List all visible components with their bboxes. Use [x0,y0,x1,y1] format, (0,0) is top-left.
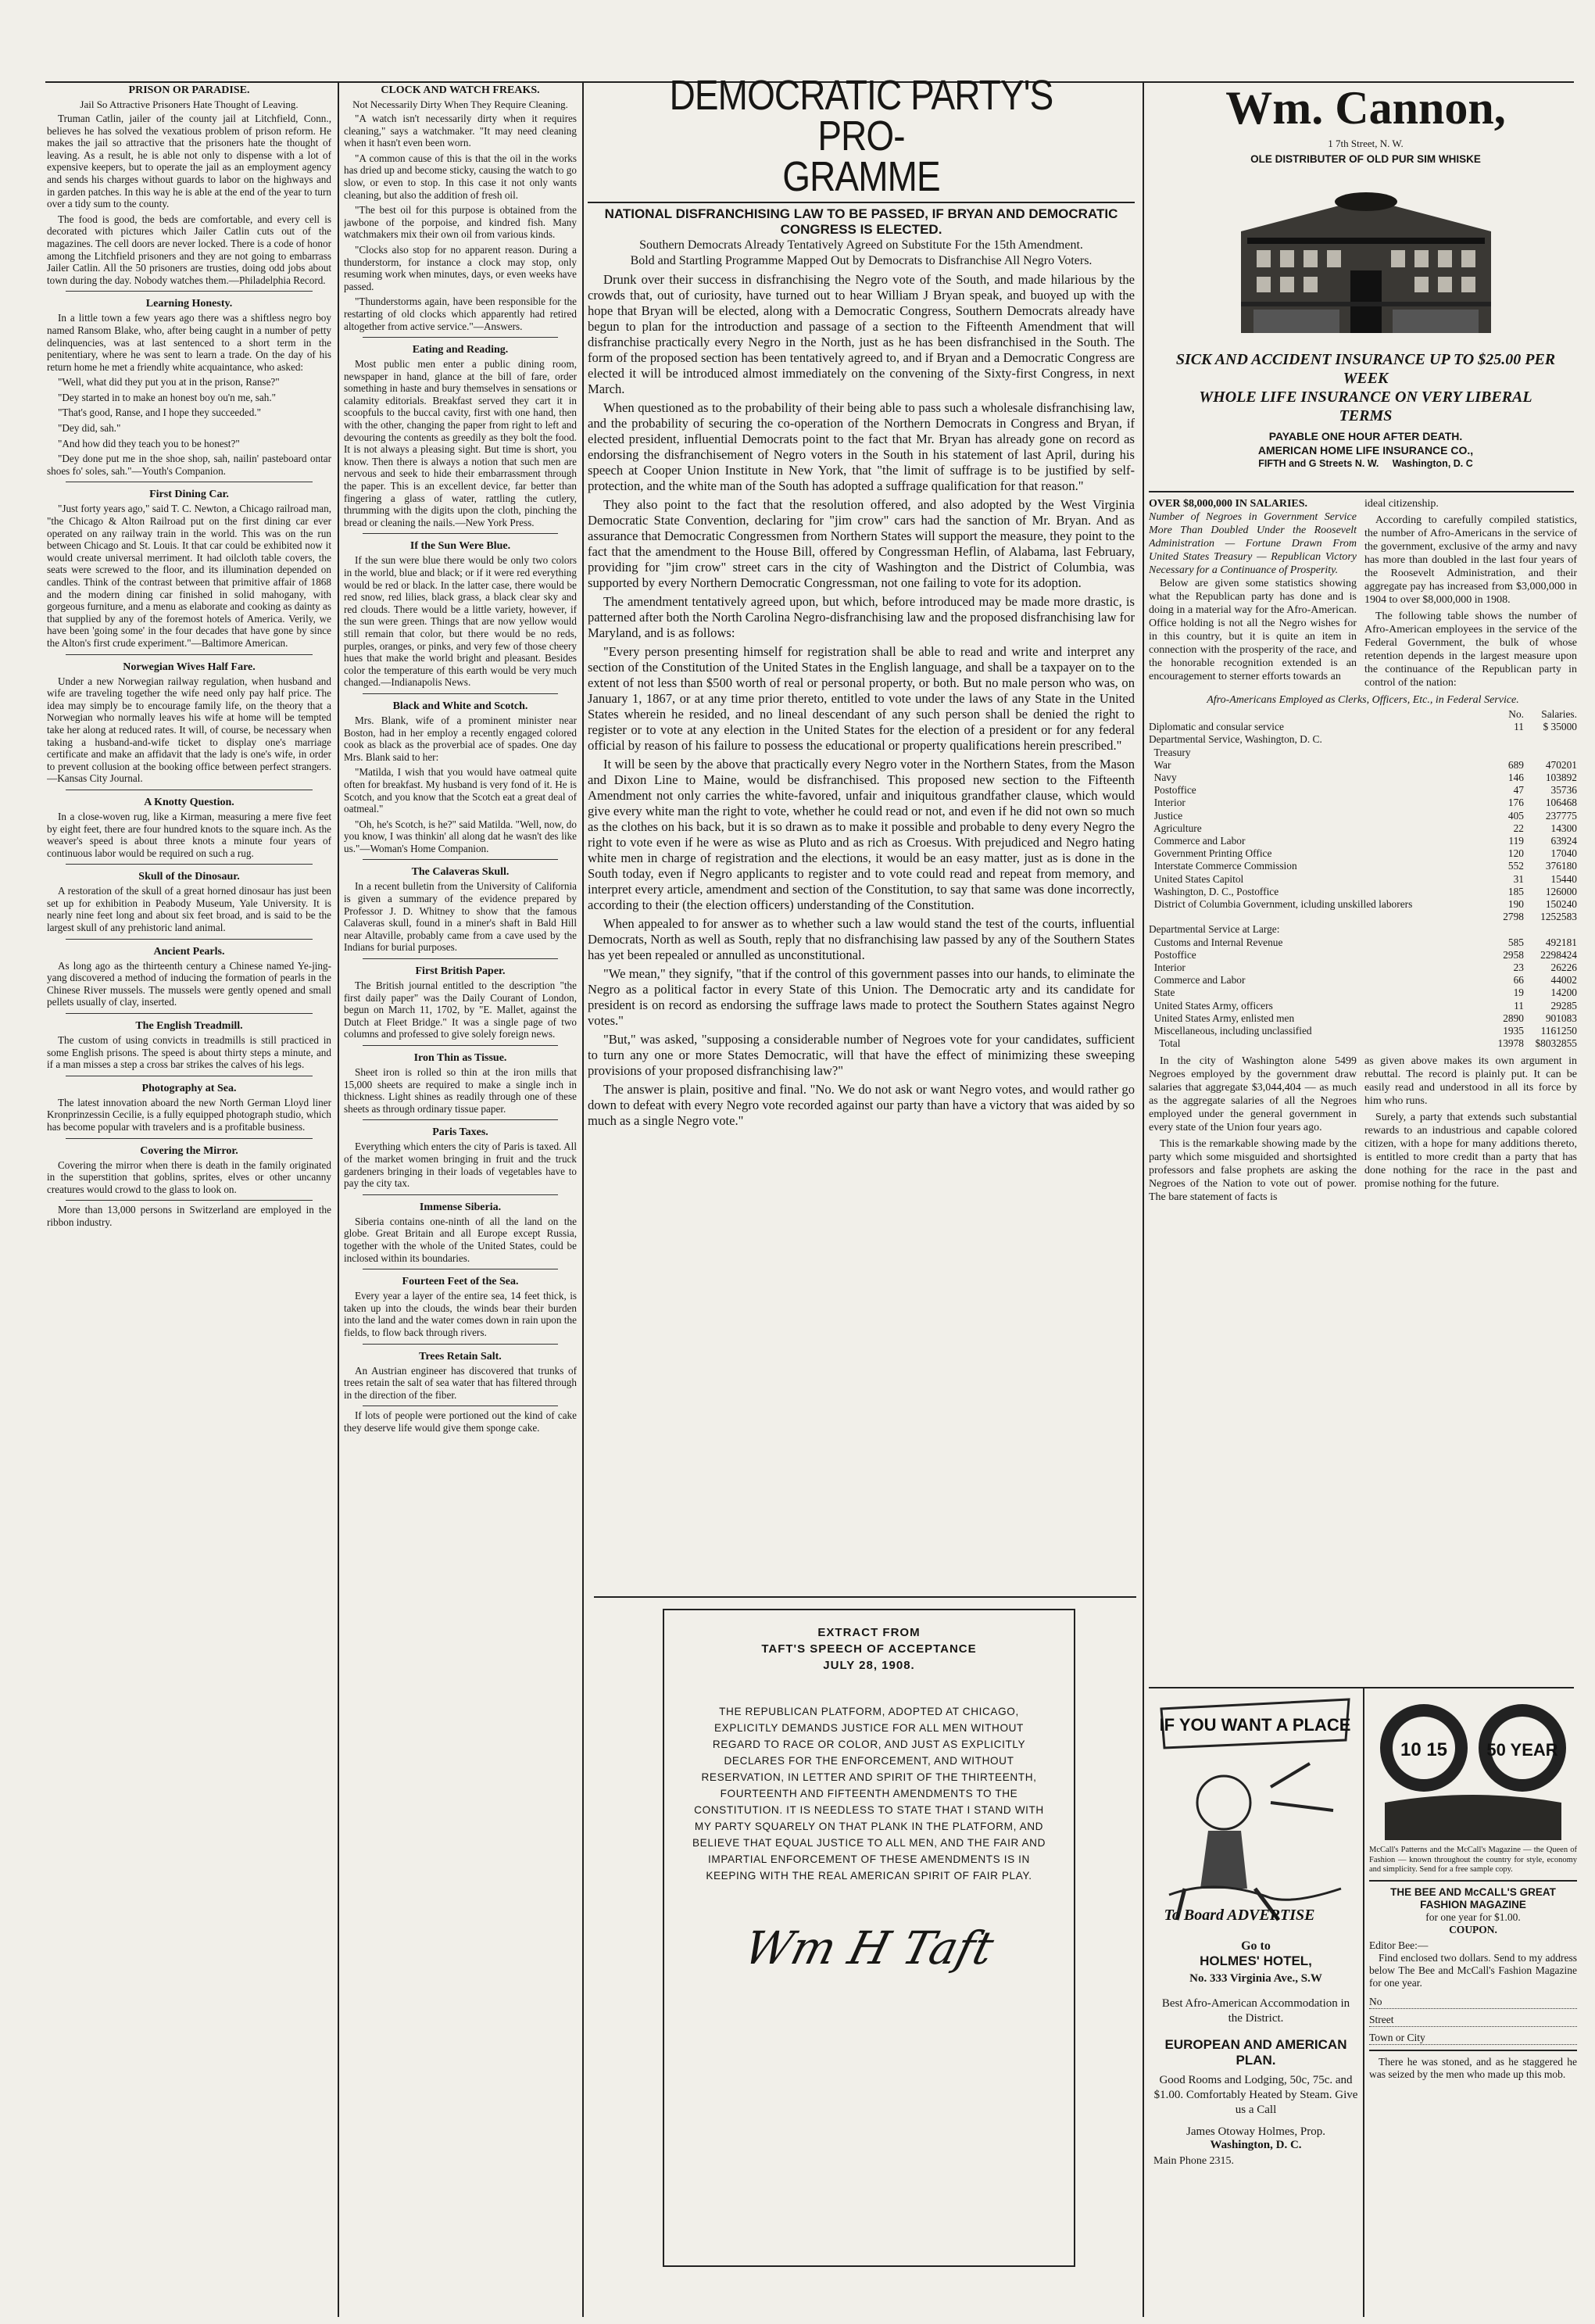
article-title: Fourteen Feet of the Sea. [402,1276,519,1288]
article-divider [66,864,313,865]
article-paragraph: "That's good, Ranse, and I hope they succeeded." [58,406,261,419]
article-divider [363,958,558,959]
coupon-field-street-label: Street [1369,2013,1394,2025]
salaries-para-right-3: The following table shows the number of Afro-American employees in the service of the Federal Government, the bulk of whose retention depends in the largest measure upon the continuance of the Republican party in control of the nation: [1364,611,1577,689]
article-subtitle: Not Necessarily Dirty When They Require Cleaning. [352,98,568,110]
article-title: Black and White and Scotch. [392,700,528,712]
row-salary [1524,923,1577,936]
row-salary: 126000 [1545,885,1577,897]
article-paragraph: The latest innovation aboard the new North German Lloyd liner Kronprinzessin Cecilie, is a fully equipped photograph studio, which has become popular with travelers and is a profitable business. [47,1096,331,1133]
article-divider [363,533,558,534]
article-divider [66,654,313,655]
table-row [1149,1037,1577,1050]
article-divider [66,1013,313,1014]
row-salary: 470201 [1545,758,1577,771]
article-paragraph: Sheet iron is rolled so thin at the iron mills that 15,000 sheets are required to make a single inch in thickness. Light shines as readily through one of these sheets as through ordinary tissue paper. [344,1066,577,1115]
hotel-city: Washington, D. C. [1210,2139,1302,2151]
hotel-rates: Good Rooms and Lodging, 50c, 75c. and $1.00. Comfortably Heated by Steam. Give us a Call [1153,2074,1358,2116]
article-paragraph: Mrs. Blank, wife of a prominent minister near Boston, had in her employ a recently engaged colored cook as black as the proverbial ace of spades. One day Mrs. Blank said to her: [344,714,577,763]
salaries-para-left: Below are given some statistics showing what the Republican party has done and is doing in a material way for the Afro-American. Office holding is not all the Negro wishes for in this country, but it is quite an item in connection with the prosperity of the race, and the honorable recognition extended is an encouragement to sterner efforts towards an [1149,578,1357,682]
taft-extract-box [663,1609,1075,2267]
table-row [1149,873,1577,886]
column-1 [47,84,331,2317]
mccall-fine-print: McCall's Patterns and the McCall's Magazine — the Queen of Fashion — known throughout the country for style, economy and simplicity. Send for a free sample copy. [1369,1846,1577,1875]
row-label: Commerce and Labor [1149,974,1246,987]
hotel-ad [1153,1693,1358,2317]
article-paragraph: As long ago as the thirteenth century a Chinese named Ye-jing-yang discovered a method of inducing the formation of pearls in the Chinese River mussels. The mussels were gently opened and small pellets usually of clay, inserted. [47,959,331,1008]
article-title: The Calaveras Skull. [411,866,510,879]
extract-body: THE REPUBLICAN PLATFORM, ADOPTED AT CHICAGO, EXPLICITLY DEMANDS JUSTICE FOR ALL MEN WITHOUT REGARD TO RACE OR COLOR, AND JUST AS EXPLICITLY DECLARES FOR THE ENFORCEMENT, AND WITHOUT RESERVATION, IN LETTER AND SPIRIT OF THE THIRTEENTH, FOURTEENTH AND FIFTEENTH AMENDMENTS TO THE CONSTITUTION. IT IS NEEDLESS TO STATE THAT I STAND WITH MY PARTY SQUARELY ON THAT PLANK IN THE PLATFORM, AND BELIEVE THAT EQUAL JUSTICE TO ALL MEN, AND THE FAIR AND IMPARTIAL ENFORCEMENT OF THESE AMENDMENTS IS IN KEEPING WITH THE REAL AMERICAN SPIRIT OF FAIR PLAY. [692,1706,1046,1882]
coupon-editor: Editor Bee:— [1369,1939,1429,1951]
article-divider [66,939,313,940]
extract-title-1: EXTRACT FROM [817,1626,921,1639]
hotel-address: No. 333 Virginia Ave., S.W [1189,1972,1322,1985]
coupon-field-town-label: Town or City [1369,2031,1425,2043]
row-salary: 1252583 [1540,911,1577,923]
main-paragraph: Drunk over their success in disfranchising the Negro vote of the South, and made hilarious by the crowds that, out of curiosity, have turned out to hear William J Bryan speak, and buoyed up with the hope that Bryan will be elected, along with a Democratic Congress, Southern Democrats already have begun to plan for the introduction and passage of a section to the Fifteenth Amendment that will disfranchise practically every Negro in the North, just as he has been disfranchised in the South. The form of the proposed section has been tentatively agreed to, and if Bryan and a Democratic Congress are elected it will be introduced almost immediately on the convening of the Sixty-first Congress, in next March. [588,272,1135,396]
article-title: Covering the Mirror. [140,1144,238,1157]
insurance-ad [1149,350,1582,491]
row-count: 119 [1508,835,1524,847]
table-row [1149,797,1577,809]
table-row [1149,886,1577,898]
row-count: 405 [1507,809,1524,822]
article-divider [363,1119,558,1120]
article-title: PRISON OR PARADISE. [128,84,250,96]
mccall-ad [1369,1693,1577,2317]
article-divider [66,1138,313,1139]
salary-table [1149,721,1577,1050]
column-rule [582,81,584,2317]
row-label: Treasury [1149,746,1191,758]
article-title: Trees Retain Salt. [419,1350,502,1363]
table-row [1149,759,1577,772]
row-count: 1935 [1503,1025,1524,1037]
coupon-label: COUPON. [1449,1923,1497,1935]
row-count: 146 [1507,772,1524,784]
row-label: Agriculture [1149,822,1202,834]
row-label: Customs and Internal Revenue [1149,936,1283,948]
insurance-address: FIFTH and G Streets N. W. Washington, D. C [1258,458,1473,469]
row-count: 47 [1513,784,1524,797]
coupon-field-town[interactable] [1369,2032,1577,2045]
row-count: 2890 [1503,1012,1524,1024]
main-paragraph: The answer is plain, positive and final. "No. We do not ask or want Negro votes, and would rather go down to defeat with every Negro vote recorded against our party than have a victory that was aided by so much as a single Negro vote." [588,1082,1135,1128]
article-paragraph: Siberia contains one-ninth of all the land on the globe. Great Britain and all Europe except Russia, together with the whole of the United States, could be inclosed within its boundaries. [344,1215,577,1264]
advertise-illustration [1153,1693,1358,1928]
hotel-accommodation: Best Afro-American Accommodation in the District. [1161,1997,1350,2025]
main-paragraph: "Every person presenting himself for registration shall be able to read and write and interpret any section of the Constitution of the United States in the English language, and shall be a taxpayer on to the extent of not less than $500 worth of real or personal property, or both. But no male person who was, on January 1, 1867, or at any time prior thereto, entitled to vote under the laws of any State in the United States wherein he resided, and no lineal descendant of any such person shall be denied the right to register or to vote at any election in the United States for the election of a president or for any federal official by reason of his failure to possess the educational or property qualifications herein prescribed." [588,644,1135,753]
hotel-plan: EUROPEAN AND AMERICAN PLAN. [1164,2037,1347,2068]
article-paragraph: "Just forty years ago," said T. C. Newton, a Chicago railroad man, "the Chicago & Alton Railroad put on the first dining car ever operated on any railway train in the world. This was on the run between Chicago and St. Louis. It that car could be exhibited now it would create universal merriment. It had oilcloth table covers, the seats were screwed to the floor, and its illumination depended on candles. Think of the contrast between that primitive affair of 1868 and the modern dining car finished in solid mahogany, with gorgeous furniture, and a menu as elaborate and cooking as dainty as that supplied by any of the foremost hotels of America. Verily, we have been 'going some' in the four decades that have gone by since the Alton's first crude experiment."—Baltimore American. [47,503,331,649]
row-count: 31 [1513,872,1524,885]
row-count: 176 [1507,797,1524,809]
row-salary: 44002 [1550,974,1577,987]
row-label: State [1149,987,1175,999]
main-paragraph: It will be seen by the above that practically every Negro voter in the Northern States, from the Mason and Dixon Line to Maine, would be disfranchised. This proposed new section to the Fifteenth Amendment not only carries the white-favored, unfair and iniquitous grandfather clause, which would give every white man the right to vote, whether he could read or not, and even if he did not own so much as the clothes on his back, but it is so drawn as to make it possible and probable to deny every Negro the right to vote even if he were as wise as Pluto and as rich as Croesus. With prejudiced and Negro hating white men in charge of registration and the elections, it would be an easy matter, just as is done in the South today, even if Negro applicants to register and to vote could read and repeat from memory, and interpret every article, amendment and section of the Constitution, to say that same was done incorrectly, according to their (the election officers) understanding of the Constitution. [588,757,1135,912]
article-title: Iron Thin as Tissue. [413,1052,507,1064]
article-paragraph: The British journal entitled to the description "the first daily paper" was the Daily Courant of London, begun on March 11, 1702, by "E. Mallet, against the Dutch at Fleet Bridge." It was a single page of two columns and professed to give solely foreign news. [344,979,577,1040]
table-row [1149,784,1577,797]
coupon-sub: for one year for $1.00. [1425,1910,1521,1923]
coupon-field-street[interactable] [1369,2014,1577,2027]
table-row [1149,961,1577,974]
row-salary: 35736 [1550,784,1577,797]
table-row [1149,898,1577,911]
ad-divider [1149,1687,1574,1688]
row-label: United States Army, enlisted men [1149,1012,1295,1024]
row-salary: $8032855 [1535,1037,1577,1050]
row-label: Interstate Commerce Commission [1149,860,1297,872]
row-label: Postoffice [1149,948,1196,961]
article-title: A Knotty Question. [144,796,234,808]
ad-divider [1149,491,1574,492]
article-title: Learning Honesty. [145,298,233,310]
row-count: 11 [1514,999,1524,1012]
table-row [1149,987,1577,999]
insurance-line-1: SICK AND ACCIDENT INSURANCE UP TO $25.00 PER WEEK [1175,351,1556,387]
article-paragraph: Every year a layer of the entire sea, 14 feet thick, is taken up into the clouds, the winds bear their burden into the land and the water comes down in rain upon the fields, to flow back through rivers. [344,1290,577,1338]
table-row [1149,936,1577,949]
table-row [1149,772,1577,784]
table-row [1149,810,1577,822]
row-count: 11 [1514,721,1524,733]
article-paragraph: Covering the mirror when there is death in the family originated in the superstition that goblins, sprites, elves or other uncanny creatures would crowd to the glass to look on. [47,1158,331,1195]
to-board-text: To Board ADVERTISE [1164,1907,1315,1924]
row-label: Total [1149,1037,1181,1050]
row-label: United States Capitol [1149,872,1244,885]
article-paragraph: "Thunderstorms again, have been responsible for the restarting of old clocks which apparently had retired altogether from active service."—Answers. [344,295,577,332]
article-paragraph: A restoration of the skull of a great horned dinosaur has just been set up for exhibition in Peabody Museum, Yale University. It is nearly nine feet long and about six feet broad, and is said to be the largest skull of any prehistoric land animal. [47,885,331,934]
article-paragraph: "And how did they teach you to be honest?" [58,437,240,449]
hotel-phone: Main Phone 2315. [1153,2155,1235,2167]
row-salary: 1161250 [1540,1025,1577,1037]
table-row [1149,1025,1577,1037]
col-no-header: No. [1508,708,1524,720]
row-count: 13978 [1497,1037,1524,1050]
article-subtitle: Jail So Attractive Prisoners Hate Thought of Leaving. [80,98,299,110]
row-count: 19 [1513,987,1524,999]
advertise-sign-text: IF YOU WANT A PLACE [1159,1715,1351,1735]
salaries-italic-lead: Number of Negroes in Government Service More Than Doubled Under the Roosevelt Administration — Fortune Drawn From United States Treasury — Republican Victory Necessary for a Continuance of Prosperity. [1149,511,1357,576]
table-row [1149,974,1577,987]
row-count: 120 [1507,847,1524,860]
row-salary: 150240 [1545,898,1577,911]
ad-divider [1363,1688,1364,2317]
row-count: 190 [1507,898,1524,911]
table-row [1149,1012,1577,1025]
article-paragraph: In a recent bulletin from the University of California is given a summary of the evidence prepared by Professor J. D. Whitney to show that the famous Calaveras skull, found in a miner's shaft in Bald Hill near Altaville, probably came from a cave used by the Indians for burial purposes. [344,880,577,954]
article-end-rule [594,1596,1136,1598]
table-row [1149,721,1577,733]
row-count: 23 [1513,961,1524,974]
coupon-field-no[interactable] [1369,1996,1577,2009]
article-paragraph: Truman Catlin, jailer of the county jail at Litchfield, Conn., believes he has solved the vexatious problem of prison reform. He makes the jail so attractive that the prisoners hate the thought of leaving. As a result, he is able not only to dispense with a lot of expensive keepers, but to operate the jail as an employment agency and sends his charges without guards to labor on the highways and in garden patches. In this way he is able at the end of the year to turn over a tidy sum to the county. [47,113,331,210]
article-paragraph: If lots of people were portioned out the kind of cake they deserve life would give them sponge cake. [344,1409,577,1434]
row-label: Justice [1149,809,1183,822]
article-title: If the Sun Were Blue. [409,540,511,553]
row-label: United States Army, officers [1149,999,1273,1012]
col-salaries-header: Salaries. [1541,708,1577,720]
row-salary: 106468 [1545,797,1577,809]
row-salary [1524,747,1577,759]
row-salary: 2298424 [1540,948,1577,961]
article-paragraph: In a close-woven rug, like a Kirman, measuring a mere five feet by eight feet, there are four hundred knots to the square inch. As the weaver's speed is about three knots a minute four years of continuous labor would be required on such a rug. [47,810,331,859]
row-count [1485,733,1524,746]
main-paragraph: They also point to the fact that the resolution offered, and also adopted by the West Virginia Democratic State Convention, declaring for "jim crow" cars had the sanction of Mr. Bryan. And as assurance that Democratic Congressmen from Northern States will support the measure, they point to the fact that the amendment to the House Bill, offered by Congressman Heflin, of Alabama, last February, providing for "jim crow" street cars in the city of Washington and the District of Columbia, was supported by every Northern Democratic Congressman, not one failing to vote for its adoption. [588,497,1135,590]
table-row [1149,847,1577,860]
article-title: CLOCK AND WATCH FREAKS. [381,84,540,96]
coupon-field-no-label: No [1369,1995,1382,2007]
row-count: 185 [1507,885,1524,897]
article-divider [363,1045,558,1046]
hotel-name: HOLMES' HOTEL, [1200,1953,1312,1968]
table-row [1149,733,1577,746]
article-title: Paris Taxes. [432,1126,488,1139]
row-count: 552 [1507,860,1524,872]
main-paragraph: The amendment tentatively agreed upon, but which, before introduced may be made more drastic, is patterned after both the North Carolina Negro-disfranchising law and the proposed disfranchising law for Maryland, and is as follows: [588,594,1135,640]
main-paragraph: "We mean," they signify, "that if the control of this government passes into our hands, to eliminate the Negro as a political factor in every State of this Union. The Democratic arty and its candidate for president is on record as endorsing the suffrage laws made to protect the Southern States against Negro votes." [588,966,1135,1028]
table-row [1149,747,1577,759]
table-row [1149,822,1577,835]
building-illustration [1225,184,1507,333]
hotel-proprietor: James Otoway Holmes, Prop. [1186,2125,1325,2138]
salaries-article [1149,497,1577,1701]
deck-main: NATIONAL DISFRANCHISING LAW TO BE PASSED, IF BRYAN AND DEMOCRATIC CONGRESS IS ELECTED. [604,206,1118,237]
deck-sub-2: Bold and Startling Programme Mapped Out by Democrats to Disfranchise All Negro Voters. [630,254,1093,267]
cannon-address: 1 7th Street, N. W. [1328,138,1404,149]
article-divider [363,693,558,694]
column-rule [1143,81,1144,2317]
article-body [588,272,1135,1129]
row-salary: 901083 [1545,1012,1577,1024]
row-count: 66 [1513,974,1524,987]
article-paragraph: Everything which enters the city of Paris is taxed. All of the market women bringing in fruit and the truck gardeners bringing in their loads of vegetables have to pay the city tax. [344,1141,577,1190]
row-count: 689 [1507,758,1524,771]
row-label: Government Printing Office [1149,847,1272,860]
table-row [1149,860,1577,872]
article-divider [363,1194,558,1195]
table-row [1149,911,1577,923]
salaries-para-right-2: According to carefully compiled statistics, the number of Afro-Americans in the service of the government, exclusive of the army and navy has more than doubled in the last four years of the Roosevelt Administration, and their aggregate pay has increased from $3,000,000 in 1904 to over $8,000,000 in 1908. [1364,514,1577,606]
row-salary: 376180 [1545,860,1577,872]
article-paragraph: "Oh, he's Scotch, is he?" said Matilda. "Well, now, do you know, I was thinkin' all along dat he wasn't des like us."—Woman's Home Companion. [344,818,577,854]
row-label: Diplomatic and consular service [1149,721,1284,733]
row-label: Washington, D. C., Postoffice [1149,885,1279,897]
main-paragraph: When appealed to for answer as to whether such a law would stand the test of the courts, influential Democrats, North as well as South, reply that no disfranchising law passed by any of the Southern States has yet been repealed or annulled as unconstitutional. [588,916,1135,962]
row-count: 22 [1513,822,1524,834]
salaries-para-right-1: ideal citizenship. [1364,498,1439,510]
salaries-after-right: as given above makes its own argument in rebuttal. The record is plainly put. It can be easily read and understood in all its force by him who runs. [1364,1055,1577,1108]
row-salary: 237775 [1545,809,1577,822]
coupon-body: Find enclosed two dollars. Send to my address below The Bee and McCall's Fashion Magazine for one year. [1369,1951,1577,1989]
article-paragraph: "Matilda, I wish that you would have oatmeal quite often for breakfast. My husband is very fond of it. He is Scotch, and you know that the Scotch eat a great deal of oatmeal." [344,766,577,815]
article-paragraph: "A watch isn't necessarily dirty when it requires cleaning," says a watchmaker. "It may need cleaning when it hasn't even been worn. [344,113,577,149]
row-label: Postoffice [1149,784,1196,797]
row-salary: 103892 [1545,772,1577,784]
article-paragraph: "Dey started in to make an honest boy ou'n me, sah." [58,391,277,403]
mccall-illustration [1369,1693,1577,1842]
row-salary: 14300 [1550,822,1577,834]
article-paragraph: Most public men enter a public dining room, newspaper in hand, glance at the bill of fare, order something in haste and bury themselves in sensations or calamity editorials. Breakfast served they cart it in scoopfuls to the buccal cavity, first with one hand, then with the other, changing the paper from right to left and devouring the contents as greedily as they bolt the food. It is not always a pleasing sight. But time is short, you know. Then there is always a notion that such men are nervous and seek to hide their embarrassment through the paper. This is an excellent device, far better than fingering a glass of water, rattling the cutlery, thrumming with the digits upon the cloth, pinching the bread or cleaning the nails.—New York Press. [344,358,577,528]
table-row [1149,923,1577,936]
cannon-tagline: OLE DISTRIBUTER OF OLD PUR SIM WHISKE [1250,153,1481,165]
row-salary: 492181 [1545,936,1577,948]
extract-date: JULY 28, 1908. [823,1659,915,1672]
article-divider [66,1200,313,1201]
hotel-go-to: Go to [1241,1939,1271,1953]
article-paragraph: "Well, what did they put you at in the prison, Ranse?" [58,376,280,389]
article-title: First Dining Car. [149,489,229,501]
row-salary: 29285 [1550,999,1577,1012]
article-paragraph: More than 13,000 persons in Switzerland are employed in the ribbon industry. [47,1204,331,1228]
salaries-heading: OVER $8,000,000 IN SALARIES. [1149,498,1308,510]
article-paragraph: "A common cause of this is that the oil in the works has dried up and become sticky, causing the watch to go slow, or even to stop. In this case it not only wants cleaning, but also the addition of fresh oil. [344,152,577,201]
article-title: Ancient Pearls. [153,945,225,958]
article-title: Norwegian Wives Half Fare. [123,661,256,673]
table-row [1149,1000,1577,1012]
row-count: 2798 [1503,911,1524,923]
cannon-name: Wm. Cannon, [1225,82,1506,134]
row-label [1149,911,1485,923]
main-paragraph: "But," was asked, "supposing a considerable number of Negroes vote for your candidates, sufficient to turn any one or more States Democratic, will that have the effect of minimizing these sweeping provisions of your proposed disfranchising law?" [588,1032,1135,1078]
taft-signature: Wm H Taft [738,1921,1000,1975]
article-paragraph: "The best oil for this purpose is obtained from the jawbone of the porpoise, and kindred fish. Many watchmakers mix their own oil from various kinds. [344,204,577,241]
column-rule [338,81,339,2317]
main-paragraph: When questioned as to the probability of their being able to pass such a wholesale disfranchising law, and the probability of securing the co-operation of the Northern Democrats in Congress and Bryan, if elected president, influential Democrats point to the fact that Mr. Bryan has already gone on record as endorsing the disfranchisement of Negro voters in the South in his statement of last April, during his speech at Cooper Union Institute in New York, that "the limit of suffrage is to be justified by self-protection, and the white man of the South has adopted a suffrage qualification for that reason." [588,400,1135,493]
main-article [588,75,1135,1592]
article-title: Eating and Reading. [412,344,509,356]
row-label: Interior [1149,961,1186,974]
extract-title-2: TAFT'S SPEECH OF ACCEPTANCE [761,1642,977,1656]
deck-sub: Southern Democrats Already Tentatively Agreed on Substitute For the 15th Amendment. [639,238,1083,252]
article-title: Immense Siberia. [419,1201,502,1213]
row-label: Departmental Service, Washington, D. C. [1149,733,1322,746]
article-divider [363,337,558,338]
article-paragraph: "Clocks also stop for no apparent reason. During a thunderstorm, for instance a clock may stop, only resuming work when minutes, days, or even weeks have passed. [344,243,577,292]
table-row [1149,949,1577,961]
article-paragraph: The custom of using convicts in treadmills is still practiced in some English prisons. The speed is about thirty steps a minute, and if a man misses a step a cross bar strikes the calves of his legs. [47,1034,331,1071]
article-paragraph: "Dey done put me in the shoe shop, sah, nailin' pasteboard ontar shoes fo' soles, sah."—Youth's Companion. [47,453,331,477]
row-count [1485,747,1524,759]
row-salary: 26226 [1550,961,1577,974]
article-divider [363,1344,558,1345]
article-title: The English Treadmill. [135,1020,243,1033]
article-title: Photography at Sea. [141,1082,237,1094]
coupon-title: THE BEE AND McCALL'S GREAT FASHION MAGAZINE [1390,1885,1556,1910]
article-paragraph: Under a new Norwegian railway regulation, when husband and wife are traveling together the wife need only pay half price. The idea may simply be to encourage family life, on the theory that a Norwegian who normally leaves his wife at home will be tempted take her along at reduced rates. It will, of course, be necessary when taking a husband-and-wife ticket to display one's marriage certificate and make an affidavit that the lady is one's wife, in order to prevent collusion at the booking office between perfect strangers.—Kansas City Journal. [47,675,331,785]
mccall-badge-2: 50 YEAR [1486,1740,1558,1760]
article-divider [363,859,558,860]
article-title: First British Paper. [415,965,506,978]
row-label: Interior [1149,797,1186,809]
article-divider [66,291,313,292]
insurance-company: AMERICAN HOME LIFE INSURANCE CO., [1257,444,1474,457]
row-label: War [1149,758,1171,771]
insurance-line-3: PAYABLE ONE HOUR AFTER DEATH. [1268,430,1463,442]
article-paragraph: In a little town a few years ago there was a shiftless negro boy named Ransom Blake, who, after being caught in a number of petty delinquencies, was at last sentenced to a short term in the penitentiary, where he was sent to learn a trade. On the day of his return home he met a friendly white acquaintance, who asked: [47,312,331,373]
article-paragraph: If the sun were blue there would be only two colors in the world, blue and black; or if it were red everything would be red or black. In the latter case, there would be red snow, red lilies, black grass, a black clear sky and red clouds. There would be a little variety, however, if the sun were green. Things that are now yellow would still remain that color, but there would be no reds, purples, oranges, or pinks, and very few of those cheery hues that make the world bright and pleasant. Besides color the temperature of this earth would be very much changed.—Indianapolis News. [344,554,577,689]
row-count: 2958 [1503,948,1524,961]
salaries-after-left-2: This is the remarkable showing made by the party which some misguided and shortsighted professors and false prophets are asking the Negroes of the Nation to vote out of power. The bare statement of facts is [1149,1138,1357,1204]
article-paragraph: "Dey did, sah." [58,422,121,435]
table-row [1149,835,1577,847]
headline-line-1: DEMOCRATIC PARTY'S PRO- [669,75,1053,159]
row-label: Navy [1149,772,1177,784]
row-salary: 17040 [1550,847,1577,860]
insurance-line-2: WHOLE LIFE INSURANCE ON VERY LIBERAL TERMS [1199,389,1532,424]
row-label: Miscellaneous, including unclassified [1149,1025,1312,1037]
row-salary: 15440 [1550,872,1577,885]
row-count [1485,923,1524,936]
row-salary [1524,733,1577,746]
salary-table-title: Afro-Americans Employed as Clerks, Officers, Etc., in Federal Service. [1207,694,1519,706]
headline-line-2: GRAMME [782,153,940,200]
salaries-after-right-2: Surely, a party that extends such substantial rewards to an industrious and capable colored citizen, with a hope for many additions thereto, is entitled to more credit than a party that has done nothing for the race in the past and promise nothing for the future. [1364,1112,1577,1191]
row-label: Departmental Service at Large: [1149,923,1280,936]
article-paragraph: An Austrian engineer has discovered that trunks of trees retain the salt of sea water that has filtered through in the direction of the fiber. [344,1364,577,1401]
mccall-bottom-text: There he was stoned, and as he staggered he was seized by the men who made up this mob. [1369,2055,1577,2080]
row-label: District of Columbia Government, icluding unskilled laborers [1149,898,1413,911]
row-label: Commerce and Labor [1149,835,1246,847]
column-2 [344,84,577,2317]
row-salary: 14200 [1550,987,1577,999]
mccall-badge-1: 10 15 [1400,1739,1448,1760]
article-title: Skull of the Dinosaur. [138,871,240,883]
article-paragraph: The food is good, the beds are comfortable, and every cell is decorated with pictures which Jailer Catlin cuts out of the magazines. The cell doors are never locked. There is a code of honor among the Litchfield prisoners and they are not going to embarrass Jailer Catlin. All the 50 prisoners are trusties, doing odd jobs about town during the day. Nobody watches them.—Philadelphia Record. [47,213,331,286]
row-salary: $ 35000 [1543,721,1577,733]
salaries-after-left: In the city of Washington alone 5499 Negroes employed by the government draw salaries that aggregate $3,044,404 — as much as the aggregate salaries of all the Negroes employed under the general government in every state of the Union four years ago. [1149,1055,1357,1134]
row-count: 585 [1507,936,1524,948]
row-salary: 63924 [1550,835,1577,847]
